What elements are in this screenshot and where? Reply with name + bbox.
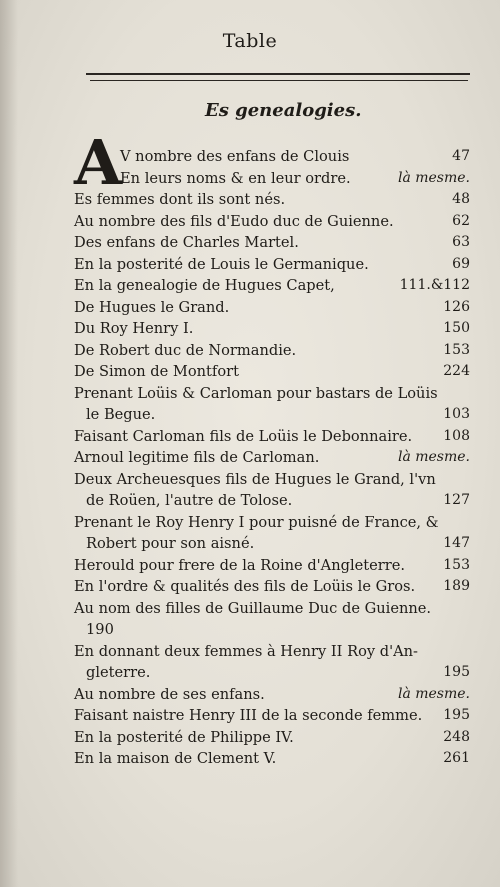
- entry-text: Deux Archeuesques fils de Hugues le Grand, l'vn: [74, 470, 436, 488]
- drop-cap: A: [74, 126, 123, 199]
- entry-text: 190: [86, 621, 114, 638]
- entry-text: Prenant le Roy Henry I pour puisné de France, &: [74, 513, 439, 531]
- index-entry: [74, 340, 470, 362]
- entry-page: 150: [443, 320, 470, 336]
- entry-text: gleterre.: [86, 664, 151, 681]
- index-entry: [74, 232, 470, 254]
- entry-page: 69: [452, 255, 470, 272]
- entry-text: Des enfans de Charles Martel.: [74, 234, 299, 251]
- entry-text: De Simon de Montfort: [74, 363, 239, 380]
- index-entry: [74, 361, 470, 383]
- entry-text: De Hugues le Grand.: [74, 298, 230, 316]
- running-head: Table: [222, 30, 278, 52]
- entry-page: 126: [443, 298, 470, 315]
- entry-text: Prenant Loüis & Carloman pour bastars de Loüis: [74, 384, 438, 402]
- index-entry: [74, 447, 470, 469]
- index-entry-continuation: [74, 662, 470, 684]
- entry-page: 47: [452, 148, 470, 164]
- entry-text: De Robert duc de Normandie.: [74, 341, 297, 359]
- index-entry: [74, 748, 470, 770]
- page-gutter-shadow: [0, 0, 18, 887]
- entry-page: 147: [443, 535, 470, 551]
- index-entry: [74, 318, 470, 340]
- entry-page: là mesme.: [397, 449, 470, 465]
- index-entry: [74, 469, 470, 491]
- entry-text: Au nombre de ses enfans.: [74, 685, 265, 703]
- entry-text: Au nombre des fils d'Eudo duc de Guienne.: [74, 212, 394, 230]
- entry-text: de Roüen, l'autre de Tolose.: [86, 492, 293, 509]
- entry-page: 103: [443, 406, 470, 422]
- entry-page: 111.&112: [399, 277, 470, 293]
- entry-text: Robert pour son aisné.: [86, 535, 255, 552]
- entry-text: V nombre des enfans de Clouis: [120, 148, 350, 165]
- entry-page: là mesme.: [397, 169, 470, 186]
- index-entry: [74, 383, 470, 405]
- entry-text: En l'ordre & qualités des fils de Loüis le Gros.: [74, 578, 416, 595]
- entry-page: 224: [443, 363, 470, 379]
- index-entry-continuation: [74, 533, 470, 555]
- entry-page: 48: [452, 191, 470, 207]
- index-entry: [74, 598, 470, 620]
- index-entry: [74, 297, 470, 319]
- index-entry: [74, 254, 470, 276]
- index-entry: [74, 576, 470, 598]
- entry-text: Herould pour frere de la Roine d'Angleterre.: [74, 556, 405, 574]
- index-entry: [74, 146, 470, 168]
- entry-page: 153: [443, 556, 470, 573]
- entry-text: Arnoul legitime fils de Carloman.: [74, 449, 320, 466]
- entry-page: 127: [443, 492, 470, 508]
- entry-text: Faisant naistre Henry III de la seconde femme.: [74, 707, 423, 724]
- entry-text: Faisant Carloman fils de Loüis le Debonnaire.: [74, 427, 413, 445]
- entry-text: Au nom des filles de Guillaume Duc de Guienne.: [74, 599, 432, 617]
- index-entry: [74, 168, 470, 190]
- entry-text: En leurs noms & en leur ordre.: [120, 169, 351, 187]
- entry-page: 195: [443, 664, 470, 680]
- entry-page: là mesme.: [397, 685, 470, 702]
- entry-page: 62: [452, 212, 470, 229]
- entry-page: 189: [443, 578, 470, 594]
- entry-text: En la maison de Clement V.: [74, 750, 277, 767]
- entry-text: En la posterité de Louis le Germanique.: [74, 255, 369, 273]
- entry-text: le Begue.: [86, 406, 156, 423]
- index-entries: [74, 146, 470, 770]
- head-rule: [86, 73, 470, 75]
- index-entry: [74, 684, 470, 706]
- entry-page: 261: [443, 750, 470, 766]
- index-entry: [74, 705, 470, 727]
- index-entry-continuation: [74, 404, 470, 426]
- index-entry: [74, 641, 470, 663]
- entry-text: Du Roy Henry I.: [74, 320, 194, 337]
- entry-page: 195: [443, 707, 470, 723]
- section-title: Es genealogies.: [205, 100, 362, 121]
- index-entry-continuation: [74, 490, 470, 512]
- index-entry: [74, 512, 470, 534]
- entry-text: Es femmes dont ils sont nés.: [74, 191, 286, 208]
- index-entry: [74, 275, 470, 297]
- head-rule-thin: [90, 80, 468, 81]
- index-entry: [74, 426, 470, 448]
- entry-text: En la genealogie de Hugues Capet,: [74, 277, 335, 294]
- index-entry: [74, 189, 470, 211]
- entry-page: 248: [443, 728, 470, 745]
- entry-page: 63: [452, 234, 470, 250]
- entry-text: En donnant deux femmes à Henry II Roy d'An-: [74, 642, 418, 660]
- entry-page: 153: [443, 341, 470, 358]
- index-entry: [74, 211, 470, 233]
- entry-page: 108: [443, 427, 470, 444]
- index-entry-continuation: [74, 619, 470, 641]
- index-entry: [74, 555, 470, 577]
- index-entry: [74, 727, 470, 749]
- entry-text: En la posterité de Philippe IV.: [74, 728, 294, 746]
